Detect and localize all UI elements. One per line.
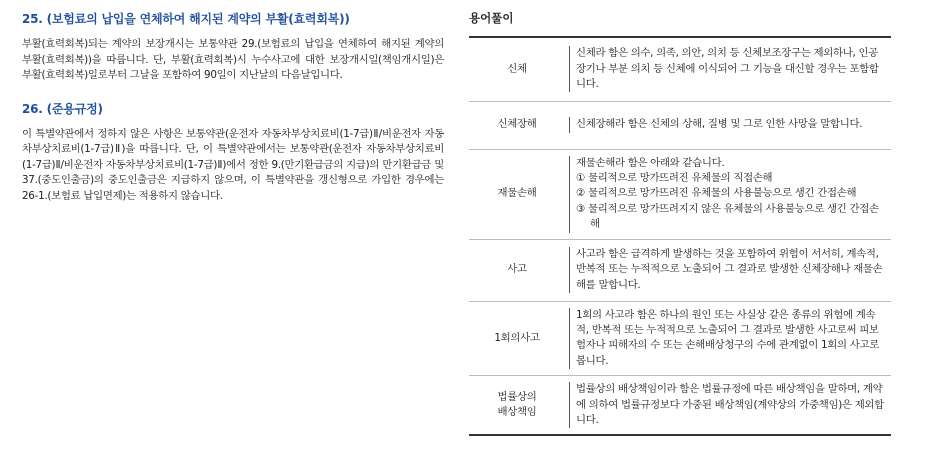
glossary-table	[469, 36, 891, 436]
glossary-term: 법률상의 배상책임	[469, 376, 565, 436]
glossary-row	[469, 301, 891, 376]
section-title: 25. (보험료의 납입을 연체하여 해지된 계약의 부활(효력회복))	[22, 12, 350, 26]
glossary-row	[469, 239, 891, 301]
section-26	[22, 100, 444, 205]
section-25	[22, 10, 444, 84]
glossary-term: 신체	[507, 62, 527, 75]
section-body: 이 특별약관에서 정하지 않은 사항은 보통약관(운전자 자동차부상치료비(1-7급)Ⅱ/비운전자 자동차부상치료비(1-7급)Ⅱ)을 따릅니다. 단, 이 특별약관에서는 보통약관(운전자 자동차부상치료비(1-7급)Ⅱ/비운전자 자동차부상치료비(1-7급)Ⅱ)에서 정한 9.(만기환급금의 지급)의 만기환급금 및 37.(중도인출금)의 중도인출금은 지급하지 않으며, 이 특별약관을 갱신형으로 가입한 경우에는 26-1.(보험료 납입면제)는 적용하지 않습니다.	[22, 127, 444, 202]
glossary-definition: 1회의 사고라 함은 하나의 원인 또는 사실상 같은 종류의 위험에 계속적, 반복적 또는 누적적으로 노출되어 그 결과로 발생한 사고로써 피보험자나 피해자의 수 또는 손해배상청구의 수에 관계없이 1회의 사고로 봅니다.	[569, 308, 885, 370]
glossary-row	[469, 101, 891, 149]
definition-item: ② 물리적으로 망가뜨려진 유체물의 사용불능으로 생긴 간접손해	[576, 187, 857, 200]
glossary-term: 재물손해	[469, 149, 565, 239]
definition-item: ① 물리적으로 망가뜨려진 유체물의 직접손해	[576, 171, 773, 184]
glossary-panel	[469, 10, 891, 436]
glossary-definition: 신체장해라 함은 신체의 상해, 질병 및 그로 인한 사망을 말합니다.	[569, 117, 885, 132]
glossary-definition: 신체라 함은 의수, 의족, 의안, 의치 등 신체보조장구는 제외하나, 인공장기나 부분 의치 등 신체에 이식되어 그 기능을 대신할 경우는 포함합니다.	[569, 46, 885, 92]
glossary-definition: 사고라 함은 급격하게 발생하는 것을 포함하여 위험이 서서히, 계속적, 반복적 또는 누적적으로 노출되어 그 결과로 발생한 신체장해나 재물손해를 말합니다.	[569, 247, 885, 293]
glossary-row	[469, 37, 891, 101]
glossary-term: 신체장해	[469, 101, 565, 149]
glossary-definition: 재물손해라 함은 아래와 같습니다.	[576, 156, 725, 169]
glossary-term: 1회의사고	[469, 301, 565, 376]
glossary-row	[469, 149, 891, 239]
glossary-definition: 법률상의 배상책임이라 함은 법률규정에 따른 배상책임을 말하며, 계약에 의하여 법률규정보다 가중된 배상책임(계약상의 가중책임)은 제외합니다.	[569, 382, 885, 428]
glossary-term: 사고	[469, 239, 565, 301]
section-title: 26. (준용규정)	[22, 101, 103, 116]
definition-item: ③ 물리적으로 망가뜨려지지 않은 유체물의 사용불능으로 생긴 간접손해	[576, 202, 879, 231]
glossary-row	[469, 376, 891, 436]
main-content	[22, 10, 444, 220]
section-body: 부활(효력회복)되는 계약의 보장개시는 보통약관 29.(보험료의 납입을 연체하여 해지된 계약의 부활(효력회복))을 따릅니다. 단, 부활(효력회복)시 누수사고에 대한 보장개시일(책임개시일)은 부활(효력회복)일로부터 그날을 포함하여 90일이 지난날의 다음날입니다.	[22, 38, 444, 81]
glossary-heading: 용어풀이	[469, 11, 514, 25]
